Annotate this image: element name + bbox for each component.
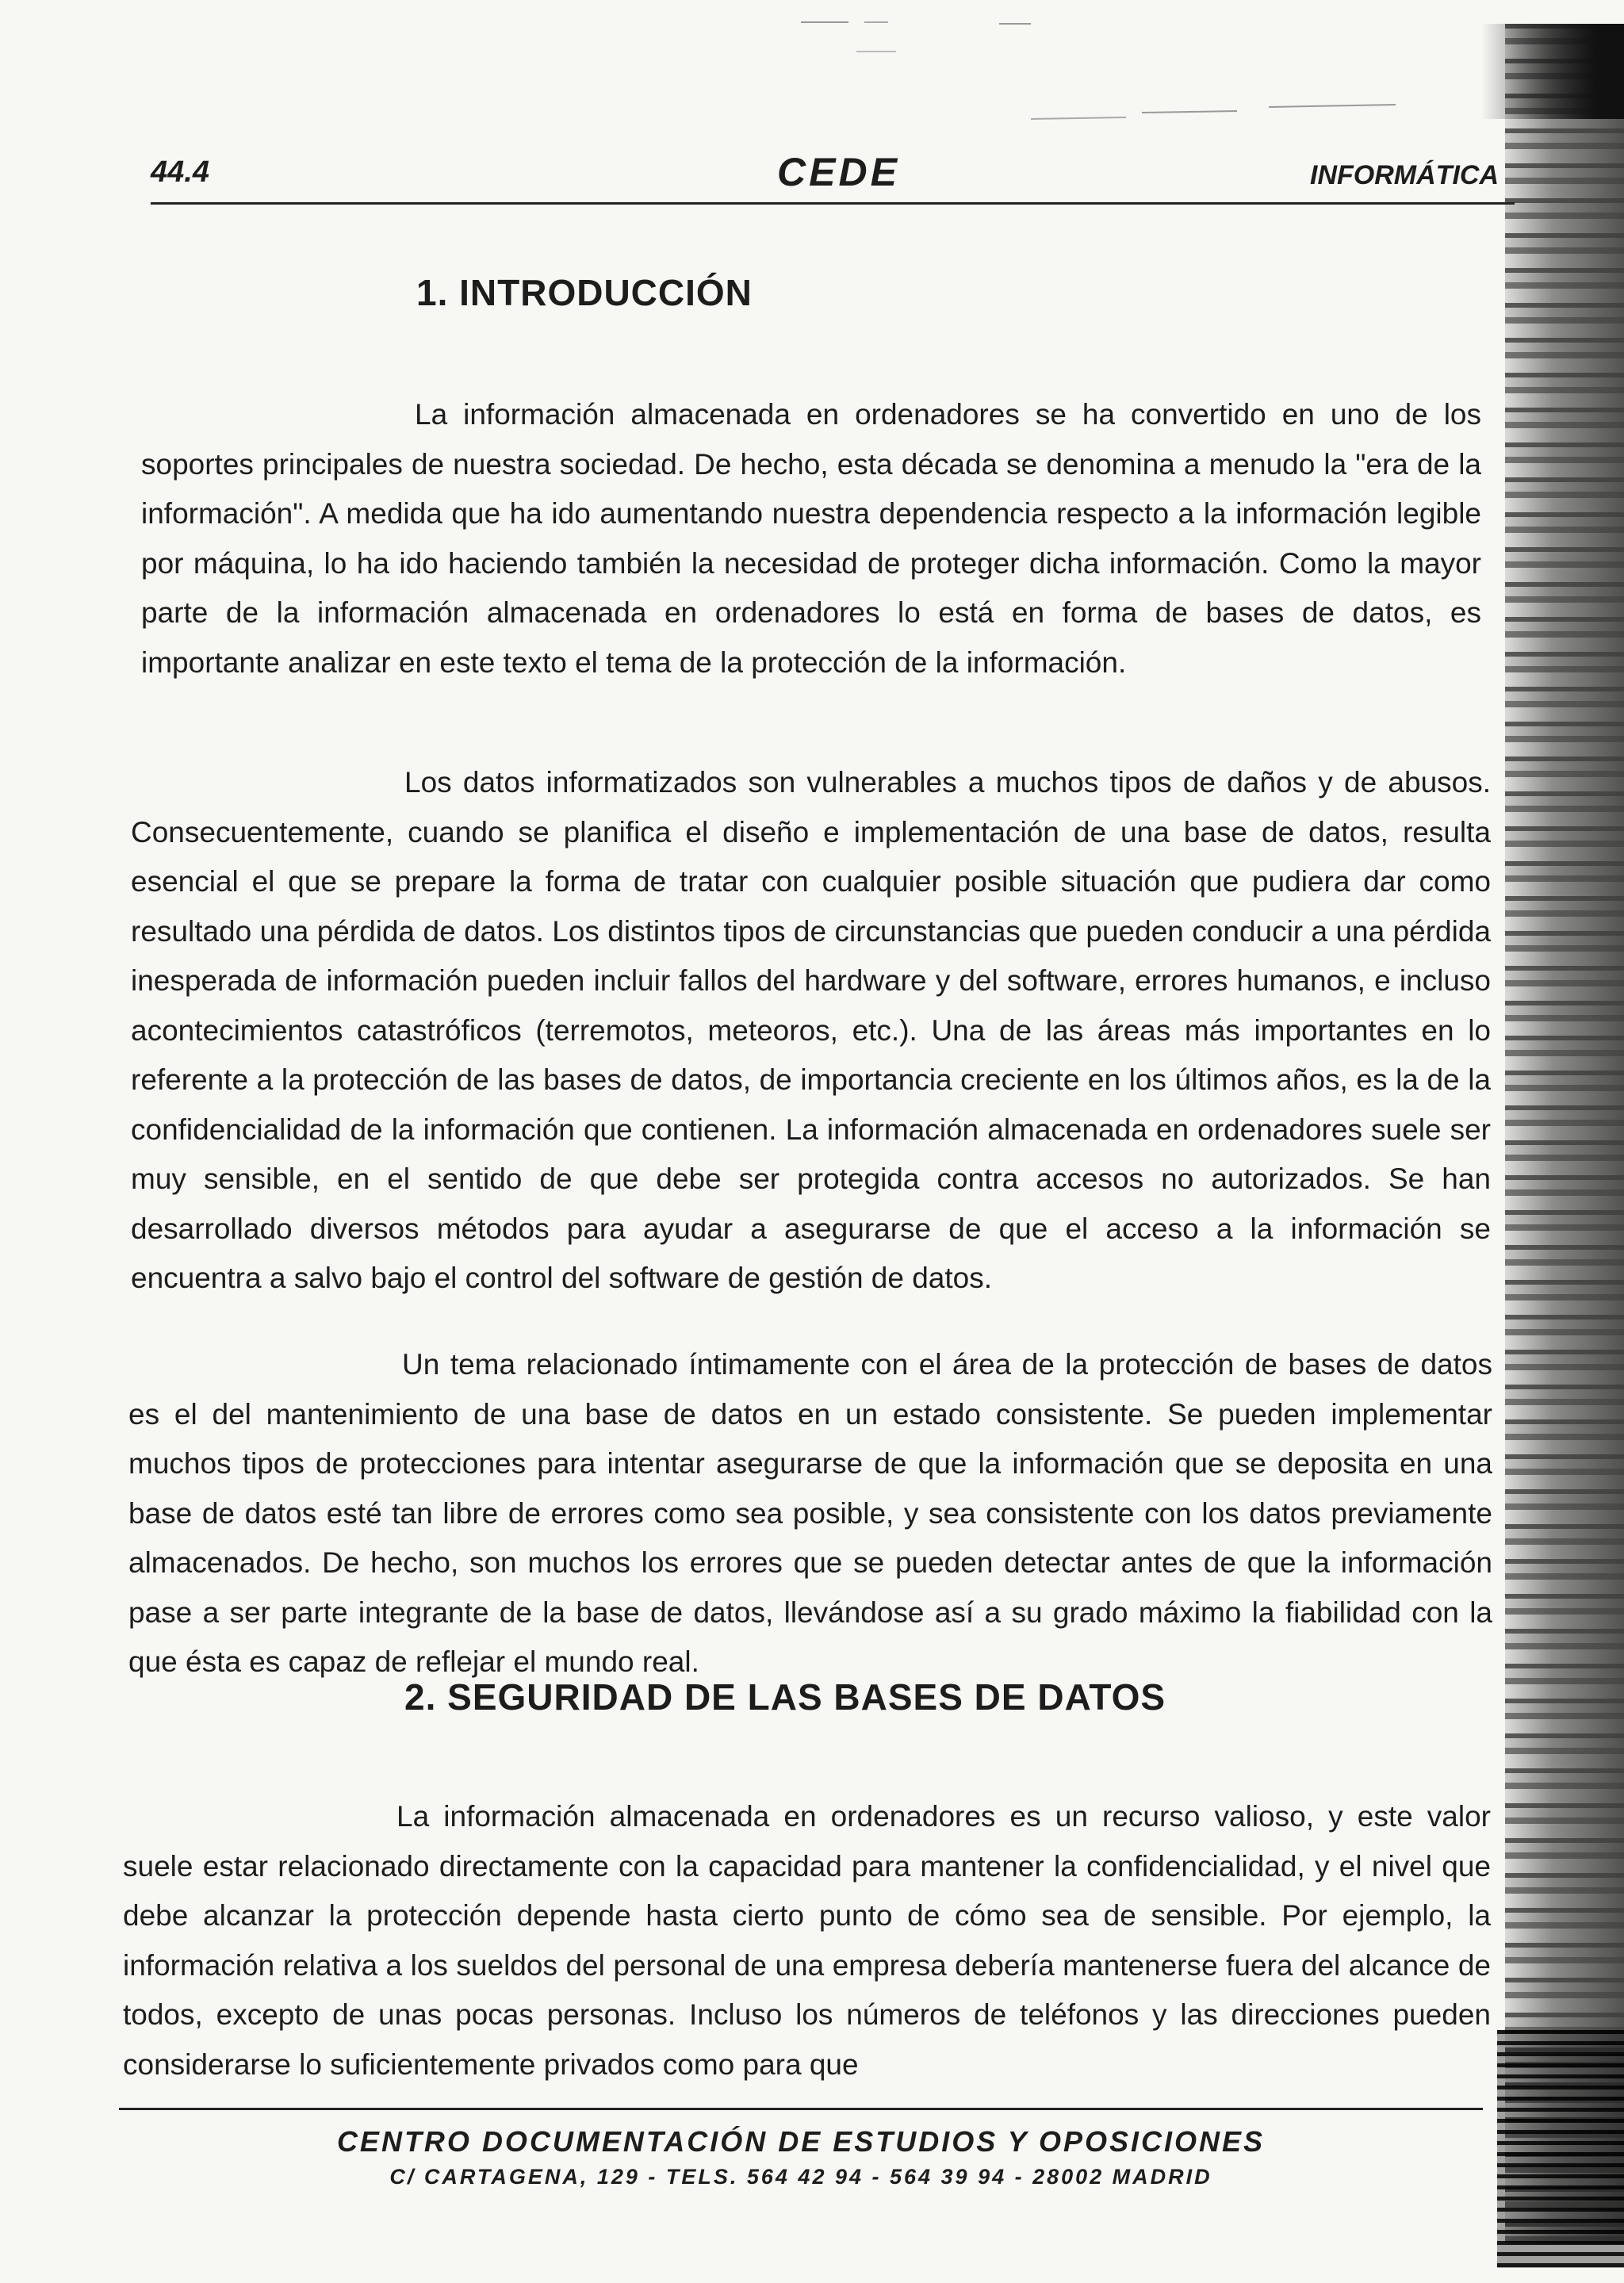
footer-rule <box>119 2108 1483 2110</box>
paragraph: Los datos informatizados son vulnerables a muchos tipos de daños y de abusos. Consecuentemente, cuando se planifica el diseño e implementación de una base de datos, resulta esencial el que se prepare la forma de tratar con cualquier posible situación que pudiera dar como resultado una pérdida de datos. Los distintos tipos de circunstancias que pueden conducir a una pérdida inesperada de información pueden incluir fallos del hardware y del software, errores humanos, e incluso acontecimientos catastróficos (terremotos, meteoros, etc.). Una de las áreas más importantes en lo referente a la protección de las bases de datos, de importancia creciente en los últimos años, es la de la confidencialidad de la información que contienen. La información almacenada en ordenadores suele ser muy sensible, en el sentido de que debe ser protegida contra accesos no autorizados. Se han desarrollado diversos métodos para ayudar a asegurarse de que el acceso a la información se encuentra a salvo bajo el control del software de gestión de datos. <box>131 766 1491 1294</box>
section-heading-seguridad: 2. SEGURIDAD DE LAS BASES DE DATOS <box>404 1676 1166 1718</box>
page-header <box>151 150 1499 203</box>
scan-edge-bottom <box>1497 2030 1624 2268</box>
paragraph: La información almacenada en ordenadores se ha convertido en uno de los soportes principales de nuestra sociedad. De hecho, esta década se denomina a menudo la "era de la información". A medida que ha ido aumentando nuestra dependencia respecto a la información legible por máquina, lo ha ido haciendo también la necesidad de proteger dicha información. Como la mayor parte de la información almacenada en ordenadores lo está en forma de bases de datos, es importante analizar en este texto el tema de la protección de la información. <box>141 398 1481 679</box>
section-heading-introduccion: 1. INTRODUCCIÓN <box>416 272 753 313</box>
header-rule <box>151 202 1515 205</box>
paragraph: Un tema relacionado íntimamente con el área de la protección de bases de datos es el del mantenimiento de una base de datos en un estado consistente. Se pueden implementar muchos tipos de protecciones para intentar asegurarse de que la información que se deposita en una base de datos esté tan libre de errores como sea posible, y sea consistente con los datos previamente almacenados. De hecho, son muchos los errores que se pueden detectar antes de que la información pase a ser parte integrante de la base de datos, llevándose así a su grado máximo la fiabilidad con la que ésta es capaz de reflejar el mundo real. <box>128 1348 1492 1678</box>
scan-noise <box>0 16 1624 135</box>
scan-edge-shadow <box>1505 24 1624 2244</box>
footer-address: C/ CARTAGENA, 129 - TELS. 564 42 94 - 564 39 94 - 28002 MADRID <box>389 2165 1212 2189</box>
header-brand: CEDE <box>777 150 900 194</box>
scan-edge-top <box>1481 24 1624 119</box>
footer-organization: CENTRO DOCUMENTACIÓN DE ESTUDIOS Y OPOSICIONES <box>336 2125 1266 2158</box>
paragraph: La información almacenada en ordenadores es un recurso valioso, y este valor suele estar relacionado directamente con la capacidad para mantener la confidencialidad, y el nivel que debe alcanzar la protección depende hasta cierto punto de cómo sea de sensible. Por ejemplo, la información relativa a los sueldos del personal de una empresa debería mantenerse fuera del alcance de todos, excepto de unas pocas personas. Incluso los números de teléfonos y las direcciones pueden considerarse lo suficientemente privados como para que <box>123 1800 1491 2081</box>
header-section: INFORMÁTICA <box>1310 160 1499 190</box>
page-number: 44.4 <box>151 155 209 189</box>
